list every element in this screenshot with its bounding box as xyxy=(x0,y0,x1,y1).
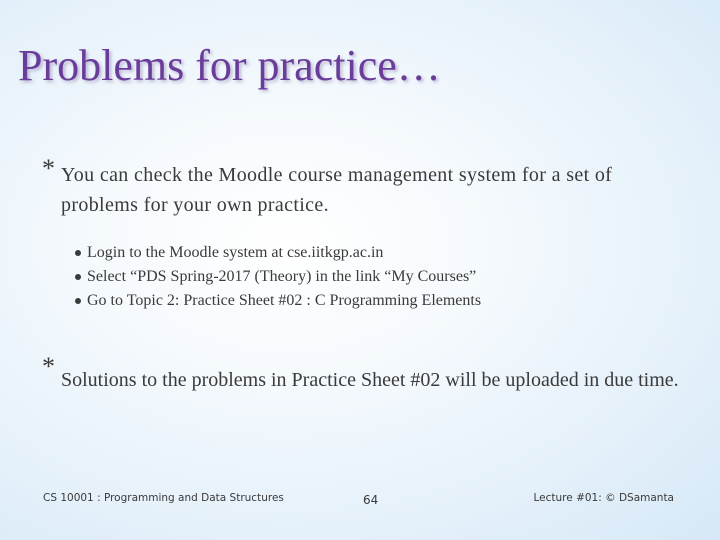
bullet-moodle-check xyxy=(42,154,692,220)
bullet-text: Solutions to the problems in Practice Sheet #02 will be uploaded in due time. xyxy=(61,369,679,391)
slide-title: Problems for practice… xyxy=(18,41,441,90)
bullet-text: You can check the Moodle course management system for a set of problems for your own practice. xyxy=(61,164,613,216)
sub-bullet-list xyxy=(75,241,675,313)
asterisk-bullet-icon: * xyxy=(42,154,55,183)
sub-bullet-text: Login to the Moodle system at cse.iitkgp.ac.in xyxy=(87,244,384,261)
sub-bullet-text: Go to Topic 2: Practice Sheet #02 : C Programming Elements xyxy=(87,292,482,309)
sub-bullet-item xyxy=(75,265,675,289)
round-bullet-icon xyxy=(75,274,81,280)
footer-course: CS 10001 : Programming and Data Structures xyxy=(43,492,284,504)
bullet-solutions xyxy=(42,352,692,402)
footer-lecture: Lecture #01: © DSamanta xyxy=(533,492,674,504)
footer-page-number: 64 xyxy=(363,493,379,507)
sub-bullet-item xyxy=(75,241,675,265)
round-bullet-icon xyxy=(75,298,81,304)
asterisk-bullet-icon: * xyxy=(42,352,55,381)
sub-bullet-text: Select “PDS Spring-2017 (Theory) in the link “My Courses” xyxy=(87,268,477,285)
round-bullet-icon xyxy=(75,250,81,256)
sub-bullet-item xyxy=(75,289,675,313)
